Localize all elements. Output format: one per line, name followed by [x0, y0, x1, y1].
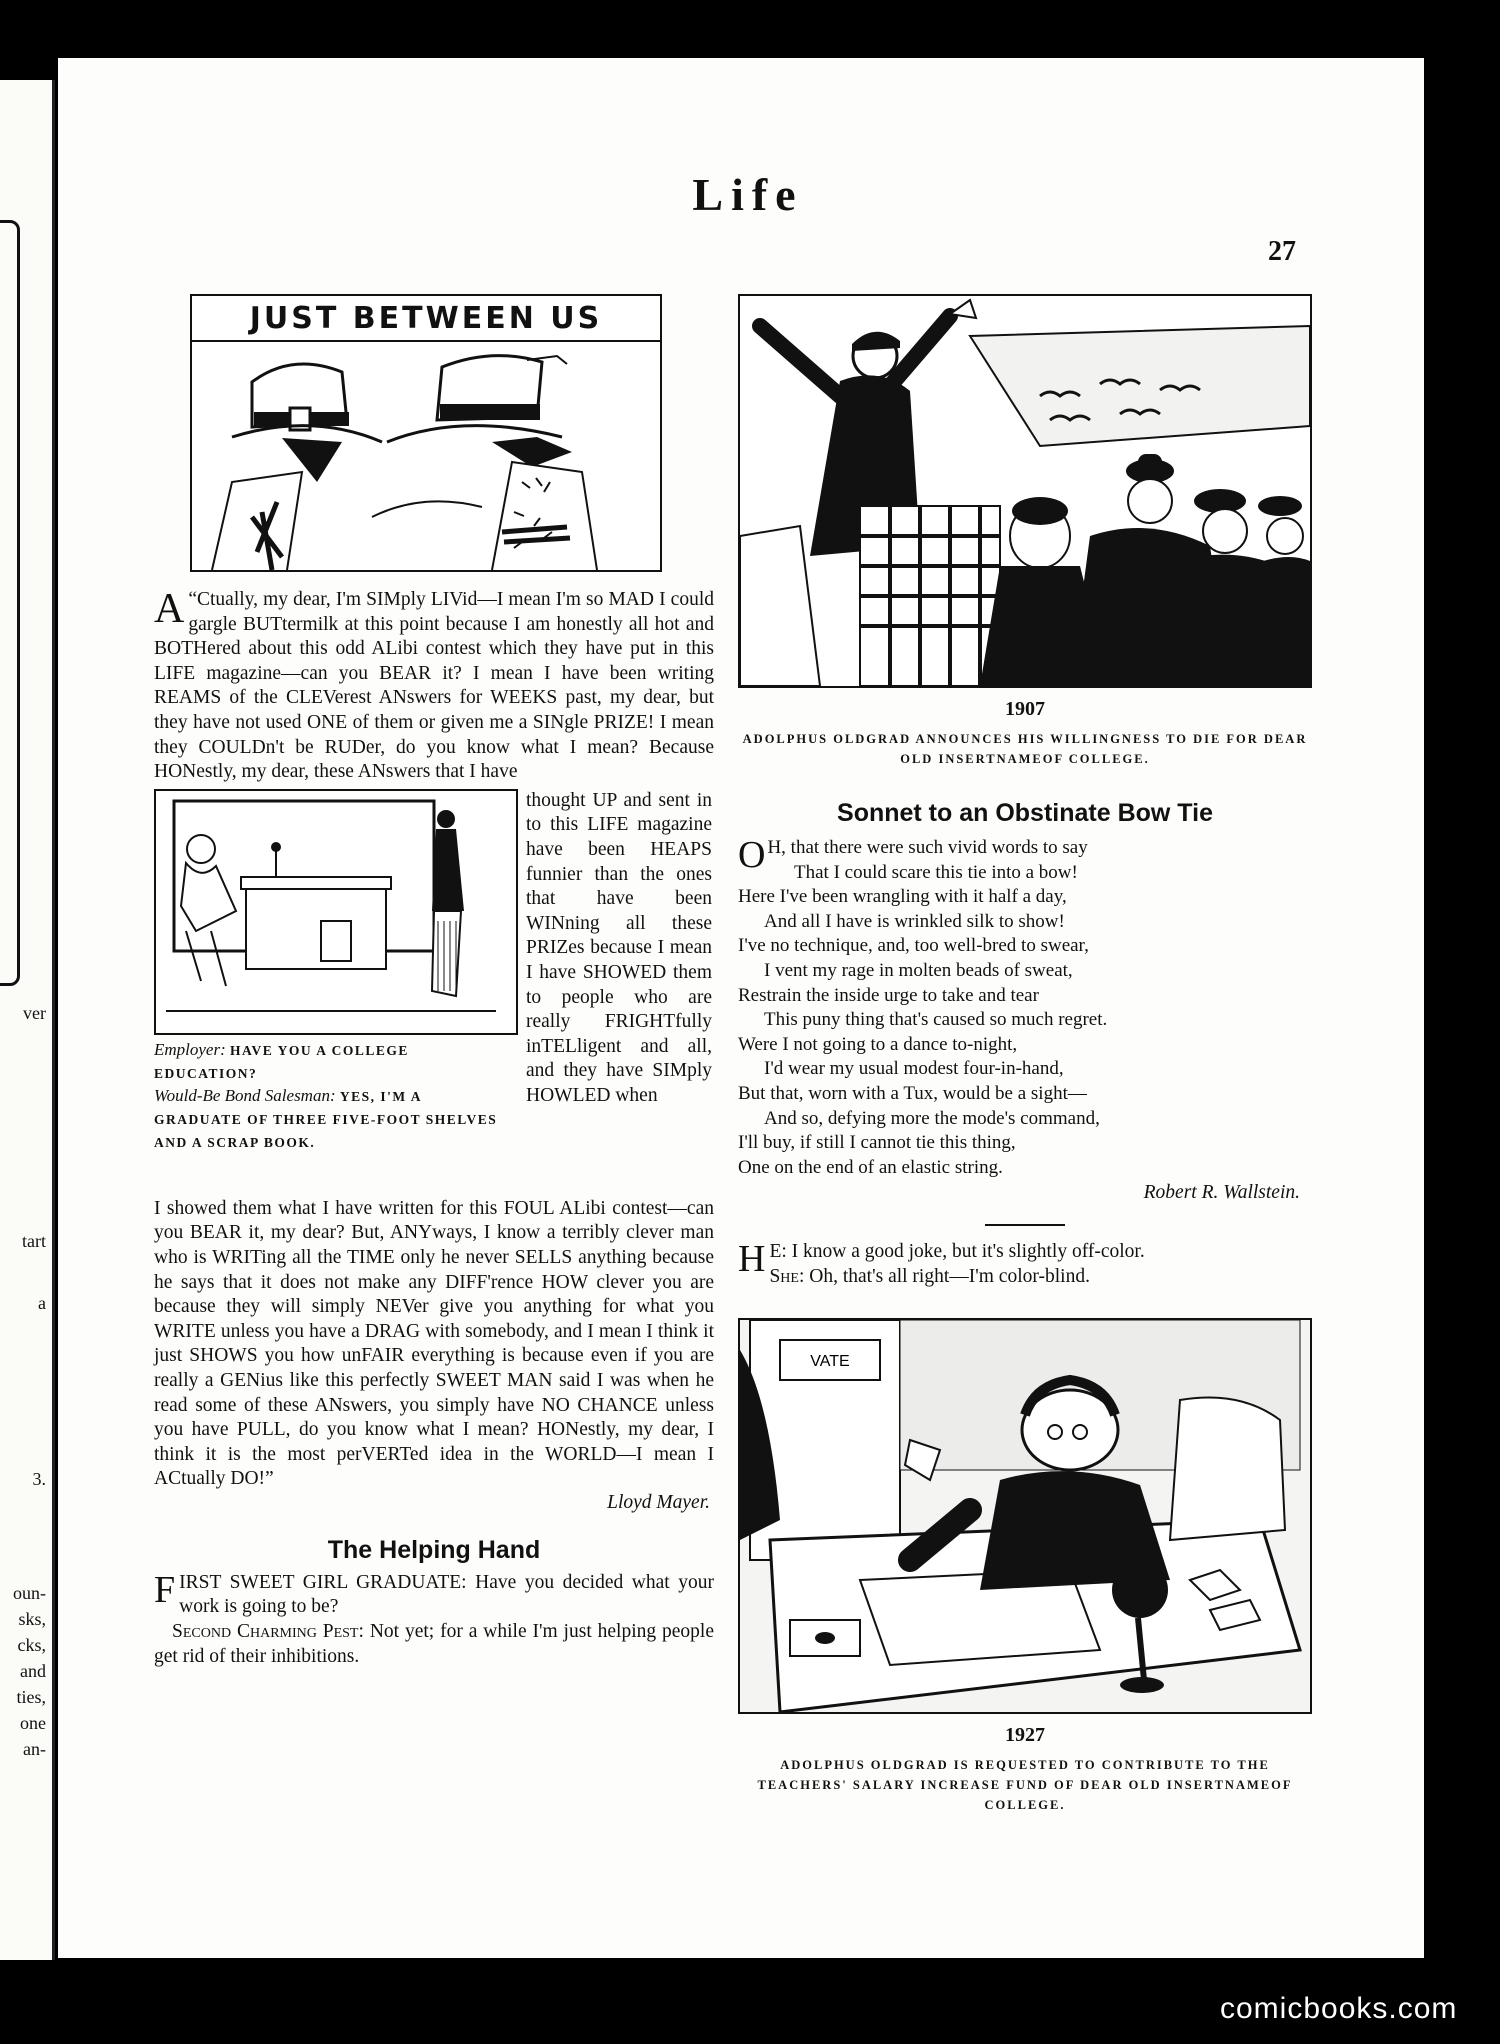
sliver-fragment: an-	[23, 1739, 46, 1759]
joke-line-1: E: I know a good joke, but it's slightly off-color.	[769, 1241, 1145, 1263]
helping-dropcap: F	[154, 1568, 176, 1611]
employer-line: HAVE YOU A COLLEGE EDUCATION?	[154, 1042, 409, 1081]
bond-salesman-inset	[154, 789, 714, 1197]
girls-dropcap: A	[154, 586, 185, 632]
cartoon-1927-year: 1927	[1005, 1723, 1045, 1746]
sonnet-line: But that, worn with a Tux, would be a sight—	[738, 1082, 1087, 1104]
bond-salesman-cartoon	[154, 789, 518, 1035]
sliver-fragment: ties,	[16, 1687, 46, 1707]
helping-hand-text	[154, 1568, 714, 1669]
girls-story-opening	[154, 588, 714, 785]
left-page-frame	[0, 220, 20, 986]
sliver-fragment: one	[20, 1713, 46, 1733]
cartoon-1907-caption: ADOLPHUS OLDGRAD ANNOUNCES HIS WILLINGNESS TO DIE FOR DEAR OLD INSERTNAMEOF COLLEGE.	[742, 732, 1308, 766]
sliver-fragment: sks,	[18, 1609, 46, 1629]
sonnet-line: Here I've been wrangling with it half a day,	[738, 886, 1067, 908]
left-page-sliver	[0, 80, 55, 1960]
sonnet-byline: Robert R. Wallstein.	[1143, 1182, 1300, 1204]
left-column	[154, 294, 714, 1669]
watermark: comicbooks.com	[1220, 1992, 1458, 2025]
girls-text-b: I showed them what I have written for this FOUL ALibi contest—can you BEAR it, my dear? But, ANYways, I know a terribly clever man who is WRITing all the TIME only he never SELLS anything because he says that it does not make any DIFF'rence HOW clever you are because they will simply NEVer give you anything for what you WRITE unless you have a DRAG with somebody, and I mean I think it just SHOWS you how unFAIR everything is because even if you are really a GENius like this perfectly SWEET MAN said I was when he read some of these ANswers, you simply have NO CHANCE unless you have PULL, do you know what I mean? HONestly, my dear, I think it is the most perVERTed idea in the WORLD—I mean I ACtually DO!”	[154, 1197, 714, 1490]
magazine-page	[58, 58, 1424, 1958]
helping-hand-title: The Helping Hand	[327, 1535, 541, 1564]
cartoon-1927-caption: ADOLPHUS OLDGRAD IS REQUESTED TO CONTRIBUTE TO THE TEACHERS' SALARY INCREASE FUND OF DEAR OLD INSERTNAMEOF COLLEGE.	[757, 1757, 1293, 1812]
speaker-employer: Employer:	[154, 1039, 226, 1059]
joke-line-2: Oh, that's all right—I'm color-blind.	[809, 1265, 1090, 1287]
joke-dropcap: H	[738, 1238, 766, 1281]
sonnet-dropcap: O	[738, 834, 766, 876]
page-number: 27	[1268, 236, 1296, 267]
girls-cartoon-header: JUST BETWEEN US	[190, 294, 662, 342]
helping-line-1: IRST SWEET GIRL GRADUATE: Have you decided what your work is going to be?	[179, 1571, 714, 1618]
open-quote: “	[188, 589, 197, 610]
sliver-fragment: oun-	[13, 1583, 46, 1603]
sliver-fragment: a	[38, 1293, 46, 1313]
cartoon-1907-year: 1907	[1005, 698, 1045, 720]
bond-salesman-caption	[154, 1039, 514, 1154]
sonnet-line: That I could scare this tie into a bow!	[794, 861, 1078, 883]
sonnet-line: H, that there were such vivid words to say	[767, 837, 1088, 858]
salesman-line: YES, I'M A GRADUATE OF THREE FIVE-FOOT SHELVES AND A SCRAP BOOK.	[154, 1088, 498, 1150]
helping-speaker-2: Second Charming Pest:	[172, 1621, 364, 1643]
sonnet-poem	[738, 836, 1312, 1180]
sliver-fragment: ver	[23, 1003, 46, 1023]
section-divider	[985, 1224, 1065, 1226]
girls-text-a: Ctually, my dear, I'm SIMply LIVid—I mean I'm so MAD I could gargle BUTtermilk at this point because I am honestly all hot and BOTHered about this odd ALibi contest which they have put in this LIFE magazine—can you BEAR it? I mean I have been writing REAMS of the CLEVerest ANswers for WEEKS past, my dear, but they have not used ONE of them or given me a SINgle PRIZE! I mean they COULDn't be RUDer, do you know what I mean? Because HONestly, my dear, these ANswers that I have	[154, 589, 714, 783]
sonnet-line: Restrain the inside urge to take and tear	[738, 984, 1039, 1006]
sonnet-line: I've no technique, and, too well-bred to swear,	[738, 935, 1089, 957]
sliver-fragment: tart	[22, 1231, 46, 1251]
sliver-fragment: cks,	[17, 1635, 46, 1655]
girls-byline: Lloyd Mayer.	[607, 1491, 710, 1513]
door-sign-text: VATE	[810, 1352, 850, 1370]
sonnet-line: This puny thing that's caused so much regret.	[764, 1009, 1108, 1031]
joke-speaker-2: She:	[769, 1265, 805, 1287]
speaker-salesman: Would-Be Bond Salesman:	[154, 1085, 336, 1105]
sonnet-line: I'll buy, if still I cannot tie this thing,	[738, 1132, 1016, 1154]
cartoon-1927-illustration	[738, 1318, 1312, 1714]
right-column	[738, 294, 1312, 1815]
sonnet-line: Were I not going to a dance to-night,	[738, 1033, 1018, 1055]
sonnet-line: I vent my rage in molten beads of sweat,	[764, 959, 1073, 981]
helping-line-2: Not yet; for a while I'm just helping people get rid of their inhibitions.	[154, 1621, 714, 1667]
girls-text-narrow: thought UP and sent in to this LIFE magazine have been HEAPS funnier than the ones that have been WINning all these PRIZes because I mean I have SHOWED them to people who are really FRIGHTfully inTELligent and all, and they have SIMply HOWLED when	[526, 789, 712, 1106]
color-blind-joke	[738, 1240, 1312, 1289]
sliver-fragment: and	[20, 1661, 46, 1681]
sonnet-line: And all I have is wrinkled silk to show!	[764, 910, 1065, 932]
sonnet-line: I'd wear my usual modest four-in-hand,	[764, 1058, 1064, 1080]
sonnet-title: Sonnet to an Obstinate Bow Tie	[837, 799, 1213, 827]
cartoon-1907-illustration	[738, 294, 1312, 688]
sonnet-line: One on the end of an elastic string.	[738, 1156, 1003, 1178]
sliver-fragment: 3.	[32, 1469, 46, 1489]
masthead-title: Life	[692, 169, 804, 220]
sonnet-line: And so, defying more the mode's command,	[764, 1107, 1100, 1129]
girls-cartoon-illustration	[190, 342, 662, 572]
